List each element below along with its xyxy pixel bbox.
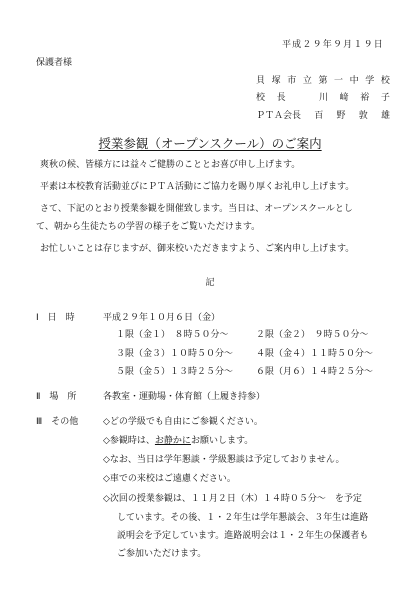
sender-school-char: 貝 — [256, 76, 266, 86]
note-quiet-emphasis: お静かに — [154, 436, 191, 446]
recipient: 保護者様 — [36, 58, 73, 68]
paragraph-greeting: 爽秋の候、皆様方には益々ご健勝のこととお喜び申し上げます。 — [40, 160, 301, 170]
sender-principal-char: 校 — [256, 93, 266, 103]
paragraph-announcement-cont: て、朝から生徒たちの学習の様子をご覧いただけます。 — [36, 222, 261, 232]
sender-principal-char: 長 — [276, 93, 286, 103]
sender-school-char: 塚 — [271, 76, 281, 86]
sender-school-char: 市 — [287, 76, 297, 86]
period-row — [116, 367, 373, 378]
sender-principal-char: 裕 — [360, 93, 370, 103]
sender-school-char: 学 — [365, 76, 375, 86]
document-title-text: 授業参観（オープンスクール）のご案内 — [98, 136, 322, 151]
sender-pta-char: 敦 — [358, 111, 368, 121]
period-cell: ５限（金５）１３時２５分～ — [116, 367, 234, 377]
period-cell: ２限（金２） ９時５０分～ — [256, 330, 369, 340]
period-cell: ６限（月６）１４時２５分～ — [256, 367, 374, 377]
period-row — [116, 349, 373, 360]
period-cell: １限（金１） ８時５０分～ — [116, 330, 229, 340]
other-label: Ⅲ その他 — [36, 417, 79, 427]
schedule-label: Ⅰ 日 時 — [36, 313, 75, 323]
sender-principal-char: 子 — [380, 93, 390, 103]
sender-school-char: 一 — [334, 76, 344, 86]
sender-school-char: 第 — [318, 76, 328, 86]
sender-pta-char: 雄 — [380, 111, 390, 121]
period-row — [116, 330, 369, 341]
period-cell: ４限（金４）１１時５０分～ — [256, 349, 374, 359]
note-quiet-prefix: ◇参観時は、 — [103, 436, 155, 446]
sender-pta-title: ＰＴＡ会長 — [256, 111, 302, 121]
note-next-visit: ◇次回の授業参観は、１１月２日（木）１４時０５分～ を予定 — [103, 494, 362, 504]
sender-principal-char: 﨑 — [339, 93, 349, 103]
note-next-visit-cont: ご参加いただけます。 — [117, 549, 207, 559]
ki-heading: 記 — [205, 278, 215, 288]
paragraph-request: お忙しいことは存じますが、御来校いただきますよう、ご案内申し上げます。 — [40, 244, 355, 254]
document-title — [0, 136, 420, 151]
sender-school-char: 立 — [302, 76, 312, 86]
sender-principal-char: 川 — [318, 93, 328, 103]
sender-pta-char: 野 — [336, 111, 346, 121]
note-no-meeting: ◇なお、当日は学年懇談・学級懇談は予定しておりません。 — [103, 455, 345, 465]
sender-principal — [256, 93, 390, 104]
sender-pta-char: 百 — [314, 111, 324, 121]
note-quiet-suffix: お願いします。 — [190, 436, 254, 446]
note-quiet — [103, 436, 253, 447]
note-no-car: ◇車での来校はご遠慮ください。 — [103, 474, 236, 484]
note-free-visit: ◇どの学級でも自由にご参観ください。 — [103, 417, 263, 427]
schedule-date: 平成２９年１０月６日（金） — [103, 313, 221, 323]
sender-pta — [256, 111, 390, 122]
note-next-visit-cont: 説明会を予定しています。進路説明会は１・２年生の保護者も — [117, 531, 369, 541]
spacer — [297, 93, 307, 104]
paragraph-thanks: 平素は本校教育活動並びにＰＴＡ活動にご協力を賜り厚くお礼申し上げます。 — [40, 182, 355, 192]
place-label: Ⅱ 場 所 — [36, 392, 77, 402]
note-next-visit-cont: しています。その後、１・２年生は学年懇談会、３年生は進路 — [117, 513, 369, 523]
paragraph-announcement: さて、下記のとおり授業参観を開催致します。当日は、オープンスクールとし — [40, 204, 353, 214]
sender-school — [256, 76, 390, 87]
period-cell: ３限（金３）１０時５０分～ — [116, 349, 234, 359]
sender-school-char: 中 — [349, 76, 359, 86]
issue-date: 平成２９年９月１９日 — [281, 40, 384, 50]
sender-school-char: 校 — [380, 76, 390, 86]
place-value: 各教室・運動場・体育館（上履き持参） — [103, 392, 266, 402]
